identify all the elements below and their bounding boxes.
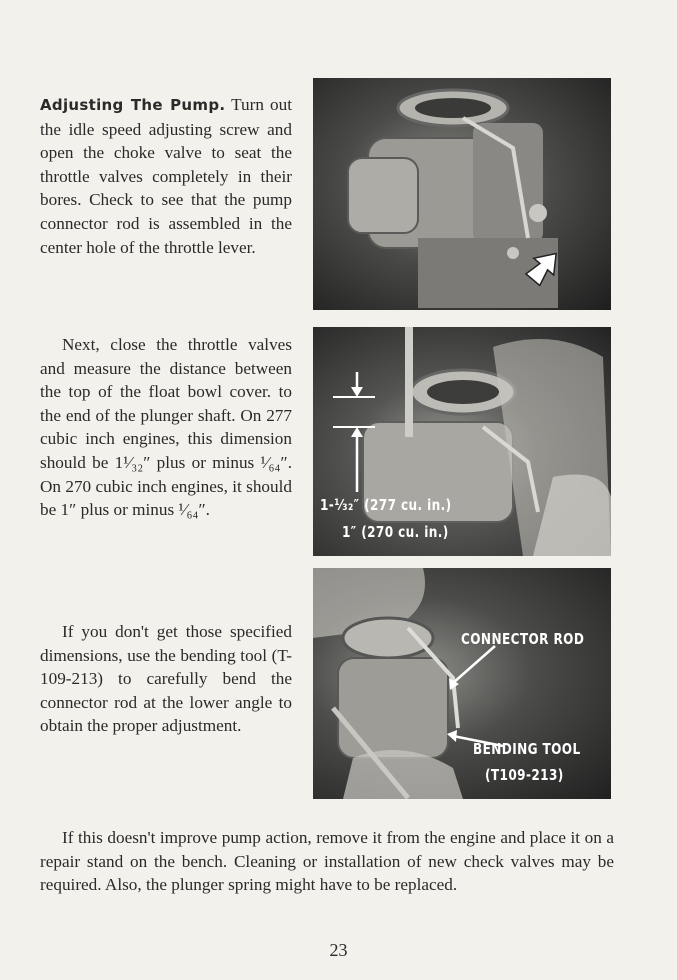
photo-bending-tool — [313, 568, 611, 799]
paragraph-body: Turn out the idle speed adjusting screw and open the choke valve to seat the throttle valves completely in their bores. Check to see that the pump connector rod is assembled in the center hole of the throttle lever. — [40, 95, 292, 257]
paragraph-adjusting-pump — [40, 93, 292, 259]
caption-tool-number: (T109-213) — [485, 766, 564, 784]
carburetor-illustration — [313, 78, 611, 310]
section-heading: Adjusting The Pump. — [40, 96, 226, 114]
caption-connector-rod: CONNECTOR ROD — [461, 630, 585, 648]
photo-measuring-plunger — [313, 327, 611, 556]
page-number: 23 — [329, 940, 348, 960]
paragraph-measure-distance: Next, close the throttle valves and measure the distance between the top of the float bowl cover. to the end of the plunger shaft. On 277 cubic inch engines, this dimension should be 1¹⁄₃₂″ plus or minus ¹⁄₆₄″. On 270 cubic inch engines, it should be 1″ plus or minus ¹⁄₆₄″. — [40, 335, 292, 520]
caption-270-dimension: 1″ (270 cu. in.) — [342, 523, 449, 541]
photo-carburetor-throttle — [313, 78, 611, 310]
caption-277-dimension: 1-¹⁄₃₂″ (277 cu. in.) — [320, 496, 452, 514]
measurement-illustration — [313, 327, 611, 556]
paragraph-bending-tool: If you don't get those specified dimensions, use the bending tool (T-109-213) to carefully bend the connector rod at the lower angle to obtain the proper adjustment. — [40, 622, 292, 736]
bending-tool-illustration — [313, 568, 611, 799]
caption-bending-tool: BENDING TOOL — [473, 740, 581, 758]
paragraph-check-valves: If this doesn't improve pump action, remove it from the engine and place it on a repair stand on the bench. Cleaning or installation of new check valves may be required. Also, the plunger spring might have to be replaced. — [40, 828, 614, 895]
